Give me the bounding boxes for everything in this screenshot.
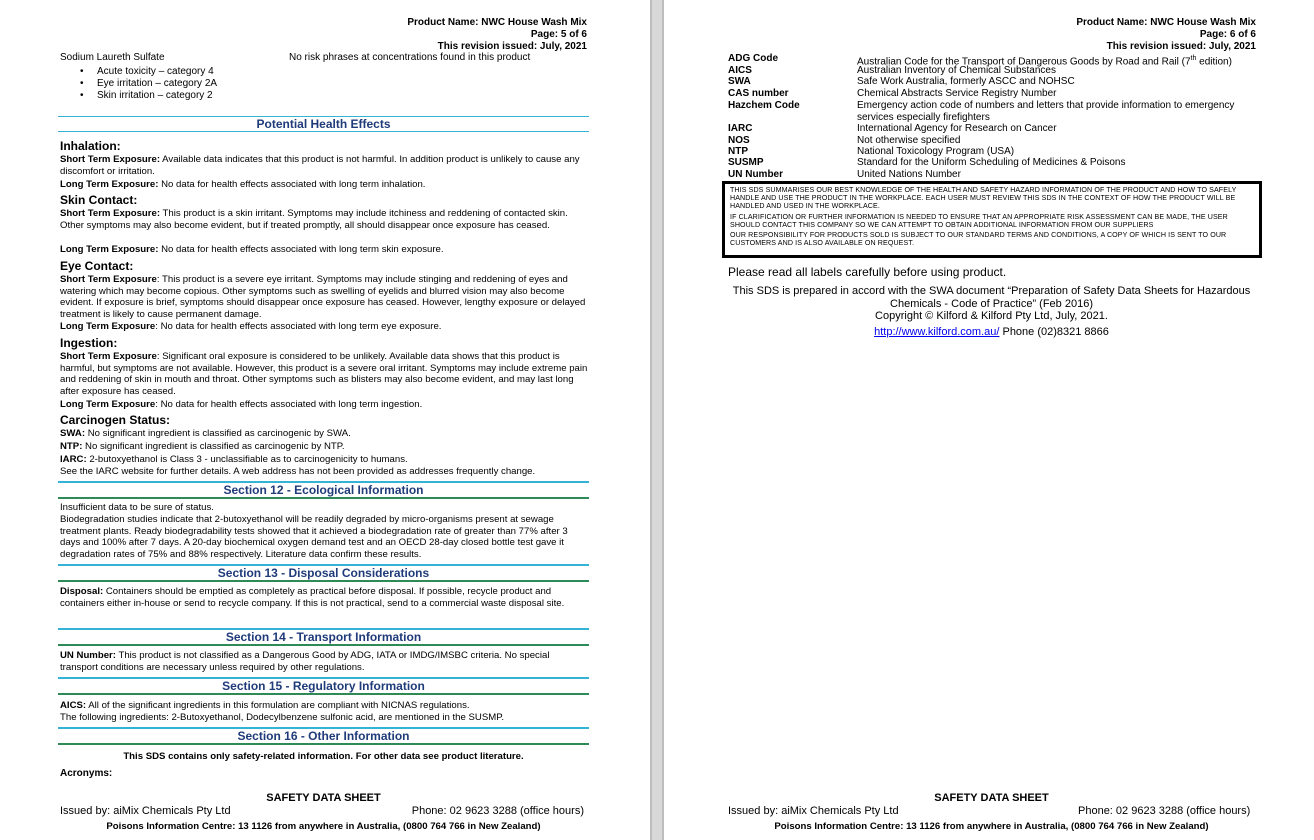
footer-title: SAFETY DATA SHEET [934, 792, 1049, 804]
carcinogen-iarc: IARC: 2-butoxyethanol is Class 3 - unclassifiable as to carcinogenicity to humans. [60, 454, 408, 465]
page-number: Page: 5 of 6 [530, 29, 587, 40]
carcinogen-heading: Carcinogen Status: [60, 413, 171, 427]
section-title: Section 14 - Transport Information [58, 628, 589, 646]
section-title: Section 15 - Regulatory Information [58, 677, 589, 695]
footer-poisons: Poisons Information Centre: 13 1126 from anywhere in Australia, (0800 764 766 in New Zealand) [106, 821, 541, 832]
page-divider [650, 0, 664, 840]
section-title: Section 16 - Other Information [58, 727, 589, 745]
disclaimer-paragraph: OUR RESPONSIBILITY FOR PRODUCTS SOLD IS SUBJECT TO OUR STANDARD TERMS AND CONDITIONS, A COPY OF WHICH IS SENT TO OUR CUSTOMERS AND IS ALSO AVAILABLE ON REQUEST. [730, 231, 1227, 248]
ingredient-name: Sodium Laureth Sulfate [60, 52, 165, 63]
eye-long: Long Term Exposure: No data for health effects associated with long term eye exposure. [60, 321, 442, 332]
page-number: Page: 6 of 6 [1199, 29, 1256, 40]
list-item: • Eye irritation – category 2A [60, 78, 360, 90]
disclaimer-paragraph: IF CLARIFICATION OR FURTHER INFORMATION IS NEEDED TO ENSURE THAT AN APPROPRIATE RISK ASSESSMENT CAN BE MADE, THE USER SHOULD CONTACT THIS COMPANY SO WE CAN ATTEMPT TO OBTAIN ADDITIONAL INFORMATION FROM OUR SUPPLIERS [730, 212, 1228, 229]
disclaimer-box [722, 181, 1262, 258]
section-title: Potential Health Effects [58, 116, 589, 132]
swa-statement: This SDS is prepared in accord with the SWA document “Preparation of Safety Data Sheets for Hazardous Chemicals - Code of Practice” (Feb 2016) [732, 285, 1251, 310]
read-labels-note: Please read all labels carefully before using product. [728, 265, 1007, 279]
transport-text: UN Number: This product is not classified as a Dangerous Good by ADG, IATA or IMDG/IMSBC criteria. No special transport conditions are necessary unless required by other regulations. [60, 650, 550, 673]
carcinogen-swa: SWA: No significant ingredient is classified as carcinogenic by SWA. [60, 428, 351, 439]
skin-short: Short Term Exposure: This product is a skin irritant. Symptoms may include itchiness and reddening of contacted skin. Other symptoms may also become evident, but if treated promptly, all should disappear once exposure has ceased. [60, 208, 568, 231]
eye-heading: Eye Contact: [60, 259, 134, 273]
inhalation-long: Long Term Exposure: No data for health effects associated with long term inhalation. [60, 179, 426, 190]
ingestion-short: Short Term Exposure: Significant oral exposure is considered to be unlikely. Available data shows that this product is harmful, but symptoms are not available. However, this product is a severe oral irritant. Symptoms may include extreme pain and reddening of skin in mouth and throat. Other symptoms such as blisters may also become evident, and may last long after exposure has ceased. [60, 351, 588, 397]
page-header [287, 17, 587, 53]
footer-poisons: Poisons Information Centre: 13 1126 from anywhere in Australia, (0800 764 766 in New Zealand) [774, 821, 1209, 832]
product-name: Product Name: NWC House Wash Mix [1076, 17, 1256, 28]
contact-line: http://www.kilford.com.au/ Phone (02)8321 8866 [874, 326, 1109, 338]
sds-page-5 [0, 0, 650, 840]
carcinogen-ntp: NTP: No significant ingredient is classified as carcinogenic by NTP. [60, 441, 345, 452]
skin-long: Long Term Exposure: No data for health effects associated with long term skin exposure. [60, 244, 444, 255]
footer-phone: Phone: 02 9623 3288 (office hours) [411, 805, 584, 817]
footer-phone: Phone: 02 9623 3288 (office hours) [1078, 805, 1251, 817]
disposal-text: Disposal: Containers should be emptied as completely as practical before disposal. If possible, recycle product and containers either in-house or send to recycle company. If this is not practical, send to a commercial waste disposal site. [60, 586, 565, 609]
acronyms-heading: Acronyms: [60, 768, 113, 779]
page-header [956, 17, 1256, 53]
section-title: Section 12 - Ecological Information [58, 481, 589, 499]
eye-short: Short Term Exposure: This product is a severe eye irritant. Symptoms may include stinging and reddening of eyes and watering which may become copious. Other symptoms such as swelling of eyelids and blurred vision may also become evident. If exposure is brief, symptoms should disappear once exposure has ceased. However, lengthy exposure or delayed treatment is likely to cause permanent damage. [60, 274, 586, 320]
ecological-body: Biodegradation studies indicate that 2-butoxyethanol will be readily degraded by micro-organisms present at sewage treatment plants. Ready biodegradability tests showed that it achieved a biodegradation rate of greater than 77% after 3 days and 100% after 7 days. A 20-day biochemical oxygen demand test and an OECD 28-day closed bottle test gave it degradation rates of 75% and 88% respectively. Literature data confirm these results. [60, 514, 568, 560]
carcinogen-note: See the IARC website for further details. A web address has not been provided as addresses frequently change. [60, 466, 536, 477]
copyright: Copyright © Kilford & Kilford Pty Ltd, July, 2021. [875, 310, 1108, 322]
disclaimer-paragraph: THIS SDS SUMMARISES OUR BEST KNOWLEDGE OF THE HEALTH AND SAFETY HAZARD INFORMATION OF THE PRODUCT AND HOW TO SAFELY HANDLE AND USE THE PRODUCT IN THE WORKPLACE. EACH USER MUST REVIEW THIS SDS IN THE CONTEXT OF HOW THE PRODUCT WILL BE HANDLED AND USED IN THE WORKPLACE. [730, 186, 1237, 211]
kilford-link[interactable]: http://www.kilford.com.au/ [874, 326, 1000, 338]
regulatory-text: AICS: All of the significant ingredients in this formulation are compliant with NICNAS regulations. [60, 700, 470, 711]
sds-notice: This SDS contains only safety-related information. For other data see product literature. [123, 751, 524, 762]
inhalation-heading: Inhalation: [60, 139, 121, 153]
list-item: • Acute toxicity – category 4 [60, 66, 360, 78]
ingestion-heading: Ingestion: [60, 336, 118, 350]
revision-date: This revision issued: July, 2021 [1106, 41, 1256, 52]
section-title: Section 13 - Disposal Considerations [58, 564, 589, 582]
regulatory-susmp: The following ingredients: 2-Butoxyethanol, Dodecylbenzene sulfonic acid, are mentioned in the SUSMP. [60, 712, 505, 723]
ingestion-long: Long Term Exposure: No data for health effects associated with long term ingestion. [60, 399, 423, 410]
product-name: Product Name: NWC House Wash Mix [407, 17, 587, 28]
footer-title: SAFETY DATA SHEET [266, 792, 381, 804]
footer-issued: Issued by: aiMix Chemicals Pty Ltd [60, 805, 231, 817]
skin-heading: Skin Contact: [60, 193, 138, 207]
ingredient-risk: No risk phrases at concentrations found in this product [289, 52, 531, 63]
list-item: • Skin irritation – category 2 [60, 90, 360, 102]
ecological-status: Insufficient data to be sure of status. [60, 502, 214, 513]
footer-issued: Issued by: aiMix Chemicals Pty Ltd [728, 805, 899, 817]
hazard-list [60, 66, 360, 102]
revision-date: This revision issued: July, 2021 [437, 41, 587, 52]
inhalation-short: Short Term Exposure: Available data indicates that this product is not harmful. In addition product is unlikely to cause any discomfort or irritation. [60, 154, 580, 177]
